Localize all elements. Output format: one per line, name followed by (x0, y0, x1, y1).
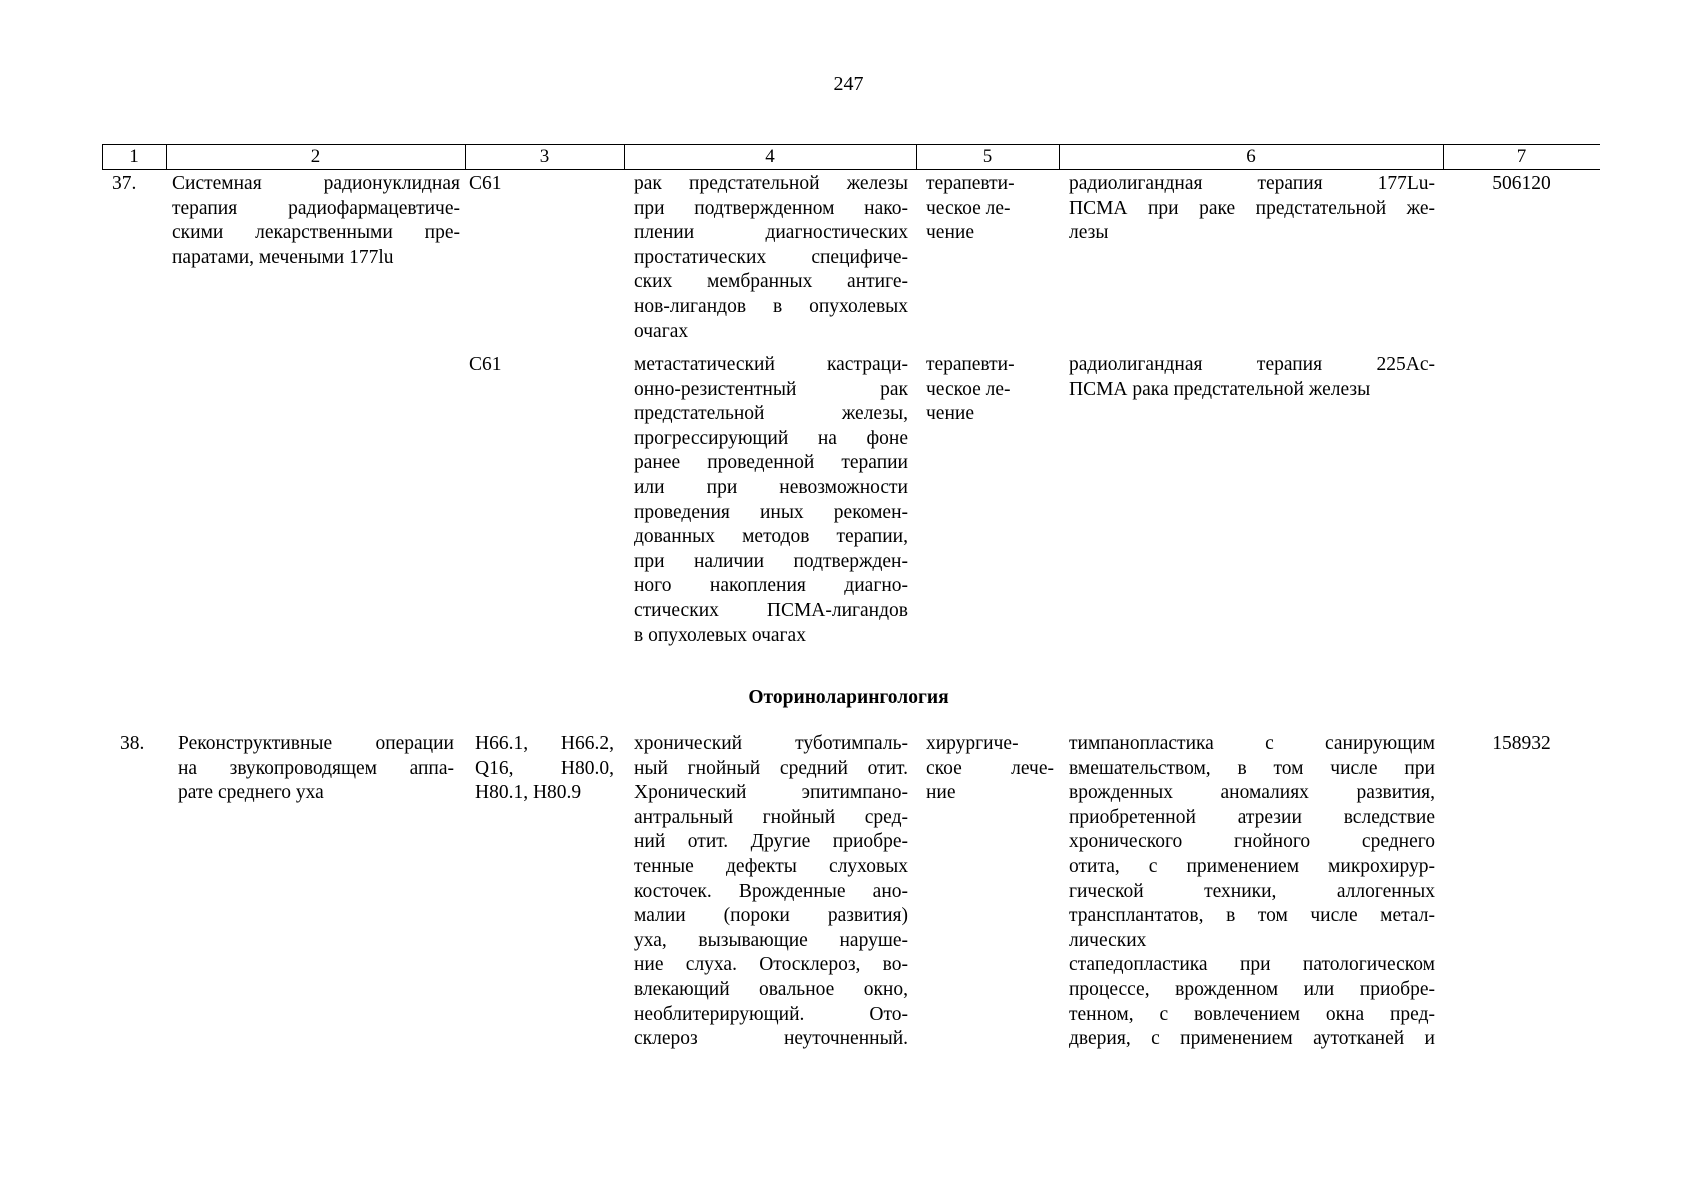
cost-value: 158932 (1492, 733, 1551, 754)
text-line: рак предстательной железы (634, 173, 908, 194)
text-line: ческое ле- (926, 197, 1011, 219)
text-line: косточек. Врожденные ано- (634, 880, 908, 902)
method-group-name (178, 732, 454, 806)
text-line: ских мембранных антиге- (634, 271, 908, 293)
text-line: процессе, врожденном или приобре- (1069, 978, 1435, 1000)
text-line: влекающий овальное окно, (634, 978, 908, 1000)
text-line: предстательной железы, (634, 403, 908, 425)
treatment-method (1069, 172, 1435, 246)
text-line: скими лекарственными пре- (172, 222, 460, 244)
text-line: хронического гнойного среднего (1069, 831, 1435, 853)
text-line: прогрессирующий на фоне (634, 427, 908, 449)
text-line: онно-резистентный рак (634, 378, 908, 400)
column-number-2: 2 (310, 146, 321, 167)
treatment-type (926, 172, 1054, 246)
text-line: терапевти- (926, 354, 1015, 375)
text-line: простатических специфиче- (634, 246, 908, 268)
text-line: в опухолевых очагах (634, 624, 806, 646)
text-line: отита, с применением микрохирур- (1069, 855, 1435, 877)
text-line: хирургиче- (926, 733, 1019, 754)
column-number-7: 7 (1516, 146, 1527, 167)
text-line: дованных методов терапии, (634, 526, 908, 548)
text-line: радиолигандная терапия 225Ac- (1069, 354, 1435, 375)
text-line: ское лече- (926, 757, 1054, 779)
column-number-1: 1 (129, 146, 139, 167)
text-line: ние слуха. Отосклероз, во- (634, 954, 908, 976)
patient-model (634, 353, 908, 648)
text-line: ние (926, 782, 956, 804)
icd-codes (475, 732, 614, 806)
text-line: стических ПСМА-лигандов (634, 599, 908, 621)
text-line: тенном, с вовлечением окна пред- (1069, 1003, 1435, 1025)
text-line: тенные дефекты слуховых (634, 855, 908, 877)
treatment-method (1069, 732, 1435, 1052)
text-line: необлитерирующий. Ото- (634, 1003, 908, 1025)
text-line: антральный гнойный сред- (634, 806, 908, 828)
text-line: чение (926, 222, 974, 244)
patient-model (634, 172, 908, 344)
text-line: хронический туботимпаль- (634, 733, 908, 754)
text-line: малии (пороки развития) (634, 905, 908, 927)
text-line: C61 (469, 354, 502, 375)
text-line: или при невозможности (634, 476, 908, 498)
method-group-name (172, 172, 460, 270)
text-line: Системная радионуклидная (172, 173, 460, 194)
page-number: 247 (833, 73, 864, 95)
text-line: Q16, H80.0, (475, 757, 614, 779)
text-line: приобретенной атрезии вследствие (1069, 806, 1435, 828)
text-line: вмешательством, в том числе при (1069, 757, 1435, 779)
text-line: склероз неуточненный. (634, 1028, 908, 1050)
text-line: гической техники, аллогенных (1069, 880, 1435, 902)
text-line: ПСМА рака предстательной железы (1069, 378, 1371, 400)
row-number: 38. (120, 733, 145, 754)
text-line: ний отит. Другие приобре- (634, 831, 908, 853)
text-line: на звукопроводящем аппа- (178, 757, 454, 779)
treatment-method (1069, 353, 1435, 402)
treatment-type (926, 353, 1054, 427)
icd-codes (469, 353, 619, 378)
text-line: C61 (469, 173, 502, 194)
text-line: лезы (1069, 222, 1109, 244)
column-number-6: 6 (1246, 146, 1256, 167)
text-line: ПСМА при раке предстательной же- (1069, 197, 1435, 219)
column-number-4: 4 (765, 146, 775, 167)
text-line: терапия радиофармацевтиче- (172, 197, 460, 219)
text-line: нов-лигандов в опухолевых (634, 295, 908, 317)
column-number-3: 3 (539, 146, 550, 167)
text-line: паратами, мечеными 177lu (172, 246, 394, 268)
text-line: H80.1, H80.9 (475, 782, 582, 804)
column-number-5: 5 (982, 146, 993, 167)
header-bottom-border (102, 169, 1600, 170)
text-line: чение (926, 403, 974, 425)
cost-value: 506120 (1492, 173, 1551, 194)
row-number: 37. (112, 173, 137, 194)
text-line: Хронический эпитимпано- (634, 782, 908, 804)
text-line: дверия, с применением аутотканей и (1069, 1028, 1435, 1050)
text-line: радиолигандная терапия 177Lu- (1069, 173, 1435, 194)
text-line: трансплантатов, в том числе метал- (1069, 905, 1435, 927)
section-heading: Оториноларингология (748, 687, 949, 708)
icd-codes (469, 172, 619, 197)
text-line: ранее проведенной терапии (634, 452, 908, 474)
text-line: лических (1069, 929, 1147, 951)
text-line: уха, вызывающие наруше- (634, 929, 908, 951)
treatment-type (926, 732, 1054, 806)
text-line: метастатический кастраци- (634, 354, 908, 375)
text-line: при наличии подтвержден- (634, 550, 908, 572)
text-line: ный гнойный средний отит. (634, 757, 908, 779)
text-line: ного накопления диагно- (634, 575, 908, 597)
text-line: терапевти- (926, 173, 1015, 194)
text-line: проведения иных рекомен- (634, 501, 908, 523)
patient-model (634, 732, 908, 1052)
text-line: при подтвержденном нако- (634, 197, 908, 219)
text-line: Реконструктивные операции (178, 733, 454, 754)
text-line: H66.1, H66.2, (475, 733, 614, 754)
text-line: очагах (634, 320, 689, 342)
text-line: рате среднего уха (178, 782, 324, 804)
text-line: стапедопластика при патологическом (1069, 954, 1435, 976)
text-line: тимпанопластика с санирующим (1069, 733, 1435, 754)
text-line: ческое ле- (926, 378, 1011, 400)
text-line: врожденных аномалиях развития, (1069, 782, 1435, 804)
text-line: плении диагностических (634, 222, 908, 244)
